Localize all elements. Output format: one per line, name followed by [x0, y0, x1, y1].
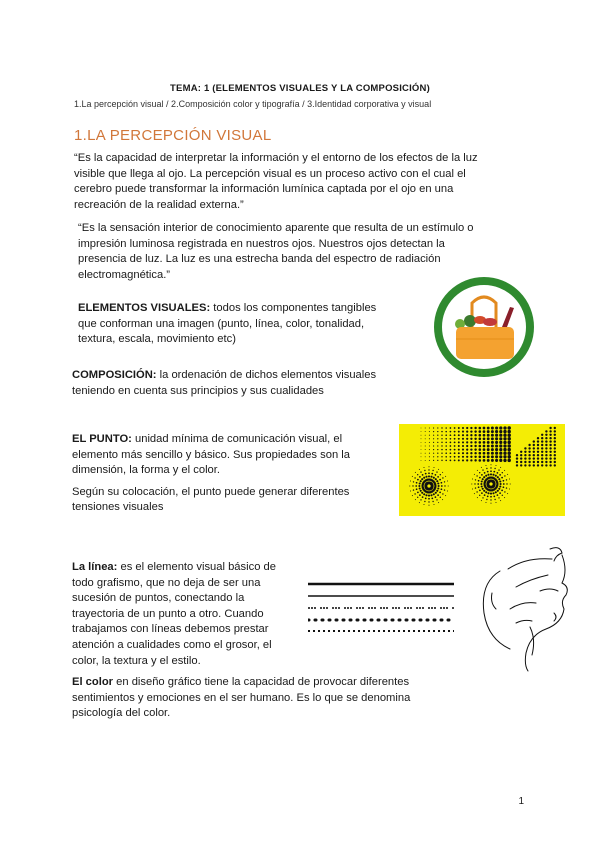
quote2-line: electromagnética.” [78, 268, 171, 281]
quote1-line: “Es la capacidad de interpretar la información y el entorno de los efectos de la luz [74, 152, 478, 164]
color-term: El color [72, 676, 114, 688]
linea-line: trabajamos con líneas debemos prestar [72, 623, 269, 636]
composicion-term: COMPOSICIÓN: [72, 369, 157, 381]
punto-line: dimensión, la forma y el color. [72, 464, 220, 477]
elementos-first: todos los componentes tangibles [210, 302, 377, 314]
linea-line: todo grafismo, que no deja de ser una [72, 576, 261, 589]
quote-definition-1 [74, 151, 544, 213]
punto-term: EL PUNTO: [72, 433, 132, 445]
quote2-line: “Es la sensación interior de conocimiento aparente que resulta de un estímulo o [78, 222, 474, 234]
dot-pattern-illustration [399, 424, 565, 516]
linea-line: sucesión de puntos, conectando la [72, 592, 245, 605]
composicion-line: teniendo en cuenta sus principios y sus cualidades [72, 384, 324, 397]
quote2-line: presencia de luz. La luz es una estrecha banda del espectro de radiación [78, 253, 441, 266]
punto-paragraph [72, 432, 392, 516]
composicion-first: la ordenación de dichos elementos visuales [156, 369, 377, 381]
quote1-line: visible que llega al ojo. La percepción visual es un proceso activo con el cual el [74, 167, 466, 180]
linea-line: trayectoria de un punto a otro. Cuando [72, 607, 264, 620]
elementos-term: ELEMENTOS VISUALES: [78, 302, 211, 314]
face-line-drawing [470, 543, 580, 675]
quote-definition-2 [78, 221, 544, 283]
line-styles-illustration [308, 580, 458, 636]
punto-line: Según su colocación, el punto puede generar diferentes [72, 485, 350, 498]
elementos-visuales-paragraph [78, 301, 408, 348]
linea-paragraph [72, 560, 302, 669]
punto-first: unidad mínima de comunicación visual, el [131, 433, 343, 445]
color-line: sentimientos y emociones en el ser humano. Es lo que se denomina [72, 691, 411, 704]
linea-line: color, la textura y el estilo. [72, 654, 201, 667]
color-paragraph [72, 675, 492, 722]
basket-logo-illustration [424, 277, 548, 379]
composicion-paragraph [72, 368, 422, 399]
document-title: TEMA: 1 (ELEMENTOS VISUALES Y LA COMPOSICIÓN) [170, 83, 430, 94]
color-first: en diseño gráfico tiene la capacidad de provocar diferentes [113, 676, 410, 688]
document-subtitle: 1.La percepción visual / 2.Composición color y tipografía / 3.Identidad corporativa y visual [74, 99, 432, 109]
elementos-line: que conforman una imagen (punto, línea, color, tonalidad, [78, 317, 365, 330]
elementos-line: textura, escala, movimiento etc) [78, 333, 236, 346]
punto-line: elemento más sencillo y básico. Sus propiedades son la [72, 448, 350, 461]
page-number: 1 [518, 796, 524, 807]
linea-first: es el elemento visual básico de [117, 561, 276, 573]
color-line: psicología del color. [72, 707, 171, 720]
quote1-line: cerebro puede transformar la información lumínica captada por el ojo en una [74, 183, 454, 196]
quote1-line: recreación de la realidad externa.” [74, 198, 244, 211]
section-heading: 1.LA PERCEPCIÓN VISUAL [74, 127, 272, 144]
quote2-line: impresión luminosa registrada en nuestros ojos. Nuestros ojos detectan la [78, 237, 445, 250]
linea-line: atención a cualidades como el grosor, el [72, 638, 272, 651]
linea-term: La línea: [72, 561, 118, 573]
punto-line: tensiones visuales [72, 501, 164, 514]
